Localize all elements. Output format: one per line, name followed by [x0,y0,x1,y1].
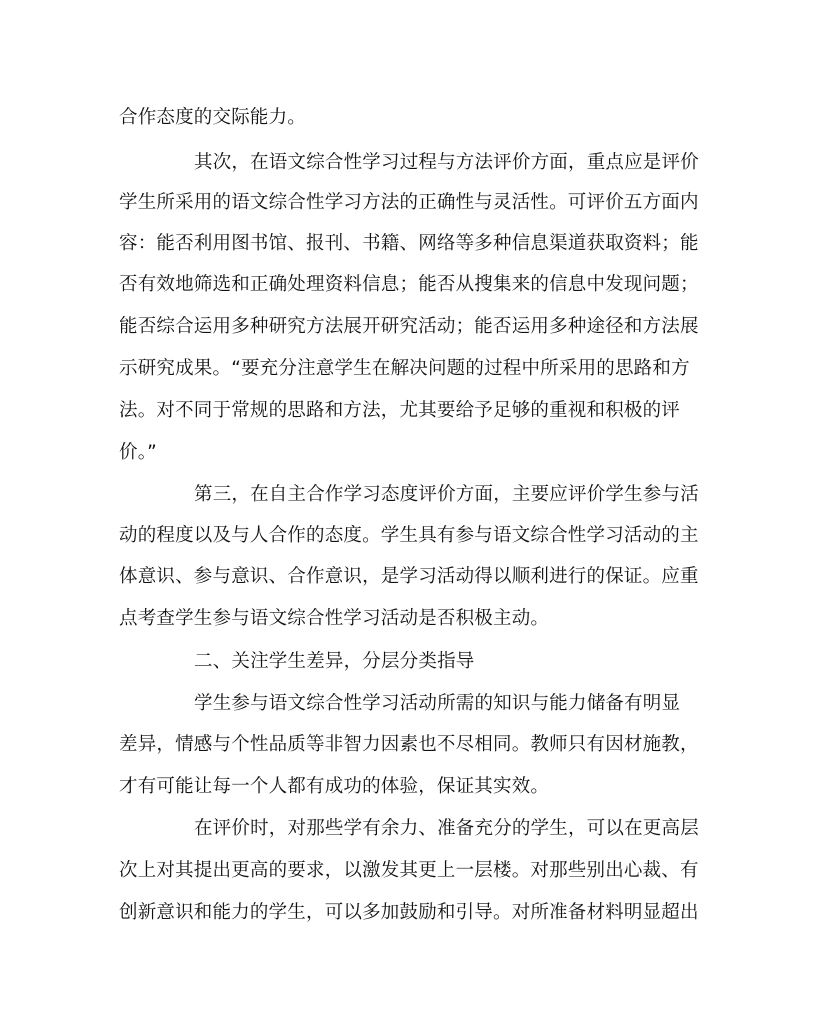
text-line: 第三，在自主合作学习态度评价方面，主要应评价学生参与活 [194,484,699,505]
text-line: 创新意识和能力的学生，可以多加鼓励和引导。对所准备材料明显超出 [119,902,699,923]
text-line: 学生所采用的语文综合性学习方法的正确性与灵活性。可评价五方面内 [119,192,699,213]
text-line: 动的程度以及与人合作的态度。学生具有参与语文综合性学习活动的主 [119,525,699,546]
section-heading: 二、关注学生差异，分层分类指导 [194,651,475,672]
text-line: 其次，在语文综合性学习过程与方法评价方面，重点应是评价 [194,152,699,173]
text-line: 示研究成果。“要充分注意学生在解决问题的过程中所采用的思路和方 [119,358,690,379]
text-line: 才有可能让每一个人都有成功的体验，保证其实效。 [119,776,550,797]
text-line: 体意识、参与意识、合作意识，是学习活动得以顺利进行的保证。应重 [119,566,699,587]
text-line: 在评价时，对那些学有余力、准备充分的学生，可以在更高层 [194,818,699,839]
text-line: 差异，情感与个性品质等非智力因素也不尽相同。教师只有因材施教， [119,734,699,755]
text-line: 价。” [119,442,157,463]
text-line: 否有效地筛选和正确处理资料信息；能否从搜集来的信息中发现问题； [119,274,699,295]
text-line: 点考查学生参与语文综合性学习活动是否积极主动。 [119,608,550,629]
text-line: 合作态度的交际能力。 [119,107,307,128]
text-line: 次上对其提出更高的要求，以激发其更上一层楼。对那些别出心裁、有 [119,860,699,881]
text-line: 学生参与语文综合性学习活动所需的知识与能力储备有明显 [194,693,681,714]
text-line: 容：能否利用图书馆、报刊、书籍、网络等多种信息渠道获取资料；能 [119,233,699,254]
text-line: 能否综合运用多种研究方法展开研究活动；能否运用多种途径和方法展 [119,316,699,337]
text-line: 法。对不同于常规的思路和方法，尤其要给予足够的重视和积极的评 [119,400,681,421]
